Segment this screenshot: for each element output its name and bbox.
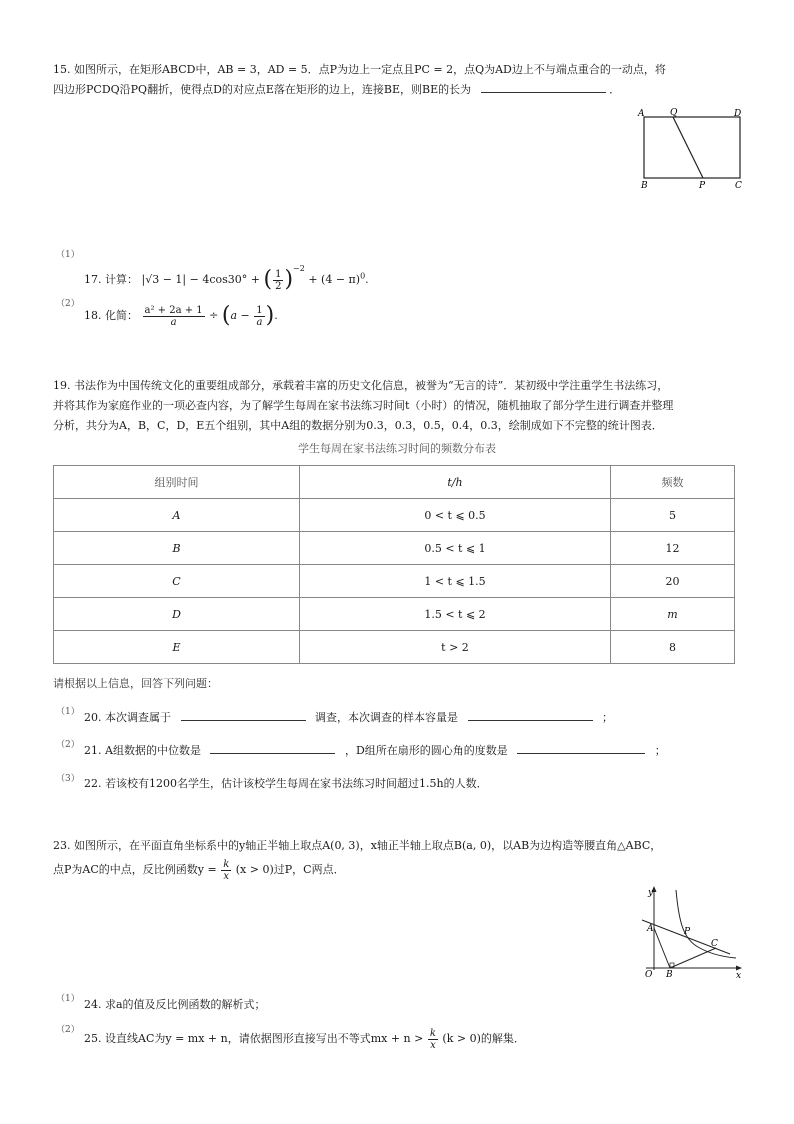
q17-end: . — [365, 273, 369, 286]
q17-exponent-2: 0 — [360, 271, 366, 281]
q18-sub-index: （2） — [56, 299, 80, 309]
row-time: 0.5 < t ⩽ 1 — [300, 532, 611, 565]
row-time: 0 < t ⩽ 0.5 — [300, 499, 611, 532]
q18-fraction — [143, 305, 205, 328]
q25-line — [84, 1027, 525, 1051]
q21-number: 21. — [84, 744, 102, 757]
row-frequency: 8 — [611, 631, 735, 664]
q23-line-2-a: 点P为AC的中点，反比例函数y = — [53, 863, 221, 876]
q20-end: ； — [602, 711, 613, 724]
label-o: O — [645, 970, 653, 980]
q18-inner-den: a — [256, 316, 263, 328]
q25-fraction — [428, 1028, 438, 1051]
q17-paren-close: ) — [284, 267, 294, 292]
q20-text-b: 调查，本次调查的样本容量是 — [315, 711, 458, 724]
q17-expr-a: |√3 − 1| − 4cos30° + — [141, 273, 264, 286]
q25-text-a: 设直线AC为y = mx + n，请依据图形直接写出不等式mx + n > — [105, 1032, 427, 1045]
q25-text-b: (k > 0)的解集． — [442, 1032, 525, 1045]
q23-frac-den: x — [223, 870, 230, 882]
q21-sub-index: （2） — [56, 740, 80, 750]
q17-fraction — [273, 269, 283, 292]
label-p: P — [684, 927, 691, 937]
q17-frac-num: 1 — [275, 268, 282, 280]
frequency-table — [53, 465, 735, 664]
q19-line-3: 分析，共分为A，B，C，D，E五个组别，其中A组的数据分别为0.3，0.3，0.5，0.4，0.3，绘制成如下不完整的统计图表． — [53, 419, 663, 432]
q23-line-2 — [53, 858, 345, 882]
row-group: A — [54, 499, 300, 532]
label-b: B — [666, 970, 673, 980]
q21-blank-2[interactable] — [517, 753, 645, 754]
q21-blank-1[interactable] — [210, 753, 335, 754]
q25-number: 25. — [84, 1032, 102, 1045]
q21-text-b: ，D组所在扇形的圆心角的度数是 — [344, 744, 508, 757]
segment-pq — [673, 117, 703, 178]
q22-sub-index: （3） — [56, 774, 80, 784]
q20-blank-2[interactable] — [468, 720, 593, 721]
q17-paren-open: ( — [263, 267, 273, 292]
q22-line — [84, 776, 488, 792]
row-time: 1.5 < t ⩽ 2 — [300, 598, 611, 631]
q23-fraction — [221, 859, 231, 882]
q18-line — [84, 304, 278, 328]
q18-paren-open: ( — [221, 303, 231, 328]
q20-number: 20. — [84, 711, 102, 724]
label-d: D — [734, 109, 742, 119]
q24-sub-index: （1） — [56, 994, 80, 1004]
q23-line-1: 23. 如图所示，在平面直角坐标系中的y轴正半轴上取点A(0, 3)，x轴正半轴上取点B(a, 0)，以AB为边构造等腰直角△ABC， — [53, 839, 662, 852]
row-group: B — [54, 532, 300, 565]
q17-expr-b: + (4 − π) — [308, 273, 361, 286]
q21-end: ； — [654, 744, 666, 757]
table-row — [54, 532, 735, 565]
q20-sub-index: （1） — [56, 707, 80, 717]
q17-line — [84, 258, 369, 292]
q18-paren-close: ) — [265, 303, 275, 328]
q18-frac-num: a² + 2a + 1 — [144, 304, 203, 316]
q23-frac-num: k — [223, 858, 230, 870]
row-frequency: m — [611, 598, 735, 631]
row-time: 1 < t ⩽ 1.5 — [300, 565, 611, 598]
q21-text-a: A组数据的中位数是 — [105, 744, 201, 757]
hyperbola-curve — [676, 890, 736, 958]
q19-line-2: 并将其作为家庭作业的一项必查内容，为了解学生每周在家书法练习时间t（小时）的情况，随机抽取了部分学生进行调查并整理 — [53, 399, 674, 412]
q20-blank-1[interactable] — [181, 720, 306, 721]
q22-number: 22. — [84, 777, 102, 790]
label-y: y — [648, 888, 654, 898]
label-q: Q — [670, 108, 678, 118]
label-a: A — [638, 109, 645, 119]
q25-frac-den: x — [430, 1039, 436, 1051]
q18-prefix: 化简： — [105, 309, 138, 322]
rectangle-abcd — [644, 117, 740, 178]
table-row — [54, 565, 735, 598]
table-row — [54, 598, 735, 631]
table-row — [54, 631, 735, 664]
label-c: C — [735, 181, 742, 190]
q15-answer-blank[interactable] — [481, 92, 606, 93]
q20-line — [84, 710, 613, 726]
q17-number: 17. — [84, 273, 102, 286]
q25-frac-num: k — [429, 1027, 436, 1039]
x-axis-arrow — [736, 966, 742, 971]
label-a: A — [647, 924, 654, 934]
q18-frac-den: a — [170, 316, 177, 328]
q20-text-a: 本次调查属于 — [105, 711, 171, 724]
row-frequency: 5 — [611, 499, 735, 532]
q15-line-1: 15. 如图所示，在矩形ABCD中，AB = 3，AD = 5．点P为边上一定点且PC = 2，点Q为AD边上不与端点重合的一动点，将 — [53, 63, 666, 76]
q15-line-2 — [53, 82, 620, 98]
q25-sub-index: （2） — [56, 1025, 80, 1035]
segment-bc — [670, 948, 716, 968]
q17-sub-index: （1） — [56, 250, 80, 260]
q24-text: 求a的值及反比例函数的解析式； — [105, 998, 266, 1011]
q24-number: 24. — [84, 998, 102, 1011]
q23-coordinate-figure — [632, 884, 752, 980]
q18-inner-num: 1 — [256, 304, 263, 316]
q15-rectangle-figure — [636, 104, 752, 190]
row-group: E — [54, 631, 300, 664]
q23-line-2-b: (x > 0)过P，C两点． — [235, 863, 345, 876]
q15-end: ． — [609, 83, 621, 96]
header-time: t/h — [300, 466, 611, 499]
q21-line — [84, 743, 666, 759]
table-header-row — [54, 466, 735, 499]
label-p: P — [699, 181, 706, 190]
row-time: t > 2 — [300, 631, 611, 664]
q22-text: 若该校有1200名学生，估计该校学生每周在家书法练习时间超过1.5h的人数． — [105, 777, 488, 790]
label-b: B — [641, 181, 648, 190]
row-frequency: 20 — [611, 565, 735, 598]
header-frequency: 频数 — [611, 466, 735, 499]
q17-frac-den: 2 — [275, 280, 282, 292]
label-c: C — [711, 939, 718, 949]
q17-prefix: 计算： — [105, 273, 138, 286]
q15-line-2-text: 四边形PCDQ沿PQ翻折，使得点D的对应点E落在矩形的边上，连接BE，则BE的长为 — [53, 83, 472, 96]
q18-number: 18. — [84, 309, 102, 322]
q18-inner-fraction — [254, 305, 264, 328]
label-x: x — [736, 971, 742, 980]
table-row — [54, 499, 735, 532]
q19-prompt: 请根据以上信息，回答下列问题： — [53, 677, 218, 690]
q24-line — [84, 997, 266, 1013]
row-group: C — [54, 565, 300, 598]
q17-exponent: −2 — [293, 264, 305, 273]
row-group: D — [54, 598, 300, 631]
q18-inner-a: a − — [230, 309, 254, 322]
q18-end: . — [274, 309, 278, 322]
q19-line-1: 19. 书法作为中国传统文化的重要组成部分，承载着丰富的历史文化信息，被誉为“无言的诗”．某初级中学注重学生书法练习， — [53, 379, 669, 392]
q18-divide: ÷ — [209, 309, 222, 322]
segment-ab — [654, 928, 670, 968]
row-frequency: 12 — [611, 532, 735, 565]
header-group: 组别时间 — [54, 466, 300, 499]
table-caption: 学生每周在家书法练习时间的频数分布表 — [298, 442, 496, 455]
